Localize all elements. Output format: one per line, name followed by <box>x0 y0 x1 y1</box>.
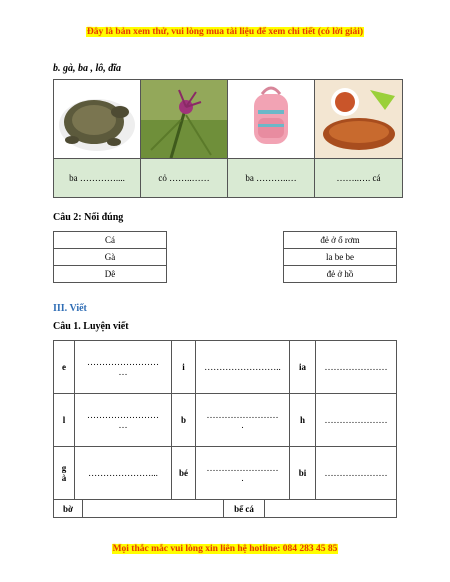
section3-title: III. Viết <box>53 303 87 314</box>
match-right-item: đẻ ở hồ <box>284 266 397 283</box>
match-left-item: Dê <box>54 266 167 283</box>
write-word: bờ <box>54 500 83 518</box>
writing-last-row <box>53 499 397 518</box>
match-right-item: đẻ ở ổ rơm <box>284 232 397 249</box>
footer-hotline <box>0 544 450 554</box>
image-label: cỏ ……..…… <box>141 159 228 198</box>
backpack-image-cell <box>228 80 315 159</box>
write-line: …………………… . <box>196 394 290 447</box>
write-line: …………………… … <box>75 394 172 447</box>
match-right-item: la be be <box>284 249 397 266</box>
write-line: …………………… … <box>75 341 172 394</box>
section-b-title: b. gà, ba , lô, đĩa <box>53 63 122 74</box>
write-letter: bi <box>290 447 316 500</box>
image-label: ba ………..… <box>228 159 315 198</box>
preview-banner <box>0 27 450 37</box>
writing-table <box>53 340 397 500</box>
write-letter: g à <box>54 447 75 500</box>
question2-title: Câu 2: Nối đúng <box>53 212 124 223</box>
write-letter: bé <box>172 447 196 500</box>
write-line: …………………... <box>75 447 172 500</box>
write-line: ………………… <box>316 341 397 394</box>
write-line: …………………… . <box>196 447 290 500</box>
write-letter: b <box>172 394 196 447</box>
preview-banner-text: Đây là bản xem thử, vui lòng mua tài liệu để xem chi tiết (có lời giải) <box>86 27 364 37</box>
question1-title: Câu 1. Luyện viết <box>53 321 129 332</box>
write-letter: l <box>54 394 75 447</box>
match-left-item: Gà <box>54 249 167 266</box>
write-letter: h <box>290 394 316 447</box>
match-left-item: Cá <box>54 232 167 249</box>
write-line: ………………… <box>316 394 397 447</box>
write-letter: i <box>172 341 196 394</box>
image-label: ba ………….... <box>54 159 141 198</box>
write-line: ………………… <box>316 447 397 500</box>
flower-image-cell <box>141 80 228 159</box>
write-line-blank <box>83 500 224 518</box>
backpack-image <box>228 80 314 158</box>
footer-hotline-text: Mọi thắc mắc vui lòng xin liên hệ hotline: 084 283 45 85 <box>112 544 338 554</box>
write-line-blank <box>265 500 397 518</box>
image-table <box>53 79 403 198</box>
flower-image <box>141 80 227 158</box>
fish-dish-image-cell <box>315 80 403 159</box>
write-line: …………………….. <box>196 341 290 394</box>
write-letter: ia <box>290 341 316 394</box>
fish-dish-image <box>315 80 402 158</box>
image-label: ……..…. cá <box>315 159 403 198</box>
match-left-table <box>53 231 167 283</box>
match-right-table <box>283 231 397 283</box>
turtle-image <box>54 80 140 158</box>
write-letter: e <box>54 341 75 394</box>
write-word: bể cá <box>224 500 265 518</box>
turtle-image-cell <box>54 80 141 159</box>
